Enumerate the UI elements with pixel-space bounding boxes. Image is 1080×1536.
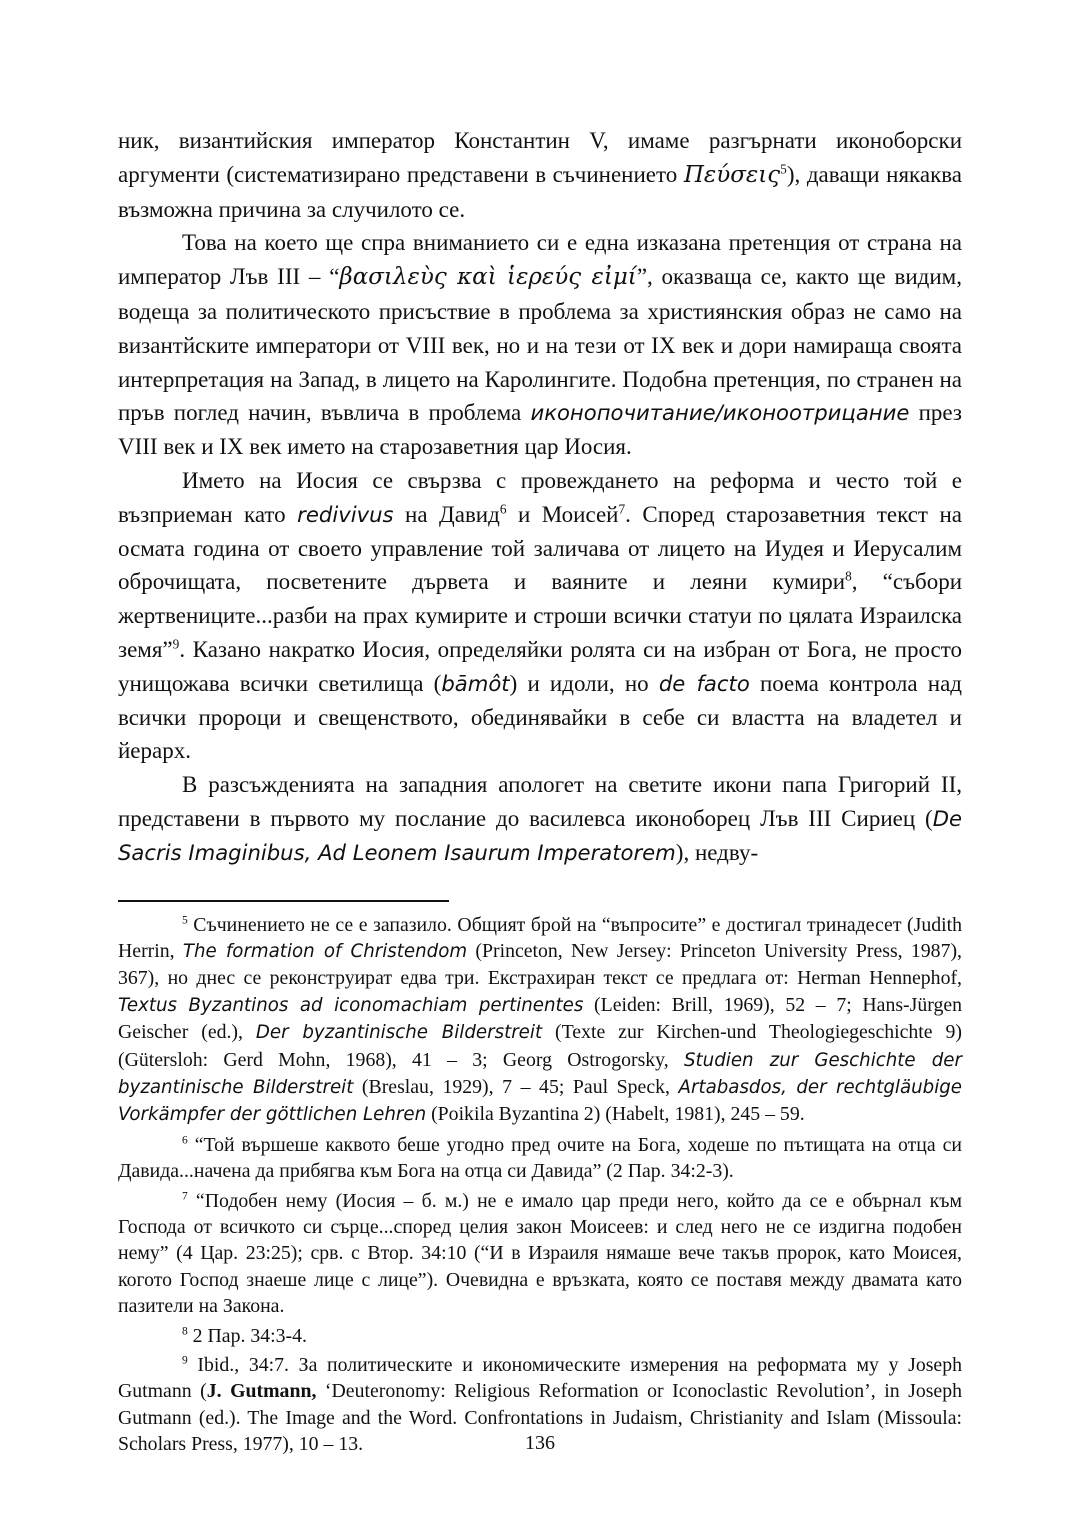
greek-quote: βασιλεὺς καὶ ἱερεύς εἰμί <box>339 264 637 291</box>
text-run: Ibid., 34:7. За политическите и икономическите измерения на реформата му у Joseph Gutmann ( <box>118 1354 962 1403</box>
footnote-ref-6: 6 <box>499 501 507 517</box>
footnote-number: 6 <box>182 1134 188 1147</box>
footnote-separator <box>118 900 449 902</box>
footnote-ref-9: 9 <box>172 636 180 652</box>
footnote-7 <box>118 1188 962 1320</box>
text-run: Това на което ще спра вниманието си е една изказана претенция от страна на император Лъв III – “ <box>118 230 962 290</box>
paragraph-4 <box>118 768 962 869</box>
text-run: “Подобен нему (Иосия – б. м.) не е имало цар преди него, който да се е обърнал към Господа от всичкото си сърце...според целия закон Моисеев: и след него не се издигна подобен нему” (4 Цар. 23:25); срв. с Втор. 34:10 (“И в Израиля нямаше вече такъв пророк, като Моисея, когото Господ знаеше лице с лице”). Очевидна е връзката, която се поставя между двамата като пазители на Закона. <box>118 1189 962 1318</box>
footnote-8 <box>118 1323 962 1349</box>
italic-title: Der byzantinische Bilderstreit <box>255 1022 543 1044</box>
italic-term: иконопочитание/иконоотрицание <box>530 400 910 426</box>
italic-title: Studien zur Geschichte der byzantinische Bilderstreit <box>118 1049 962 1098</box>
footnote-number: 7 <box>182 1190 188 1202</box>
page-content <box>118 124 962 1461</box>
text-run: ), даващи някаква възможна причина за случилото се. <box>118 161 963 222</box>
italic-title: Textus Byzantinos ad iconomachiam pertinentes <box>118 994 584 1016</box>
footnote-ref-5: 5 <box>780 161 787 177</box>
text-run: на Давид <box>393 501 500 527</box>
greek-term: Πεύσεις <box>683 161 781 188</box>
italic-term: bāmôt <box>441 670 510 696</box>
text-run: (Breslau, 1929), 7 – 45; Paul Speck, <box>353 1075 679 1098</box>
footnote-number: 9 <box>182 1354 188 1367</box>
text-run: Съчинението не се е запазило. Общият брой на “въпросите” е достигал тринадесет (Judith Herrin, <box>118 913 962 962</box>
text-run: . Според старозаветния текст на осмата година от своето управление той заличава от лицето на Иудея и Иерусалим оброчищата, посветените дървета и ваяните и леяни кумири <box>118 501 962 595</box>
bold-author: J. Gutmann, <box>206 1380 317 1403</box>
text-run: поема контрола над всички пророци и свещенството, обединявайки в себе си властта на владетел и йерарх. <box>118 670 962 764</box>
italic-title: De Sacris Imaginibus, Ad Leonem Isaurum Imperatorem <box>118 805 962 865</box>
text-run: . Казано накратко Иосия, определяйки ролята си на избран от Бога, не просто унищожава всички светилища ( <box>118 636 962 696</box>
italic-term: de facto <box>658 670 750 696</box>
text-run: и Моисей <box>506 501 619 527</box>
footnote-ref-7: 7 <box>618 501 626 517</box>
italic-title: The formation of Christendom <box>182 940 468 962</box>
text-run: (Poikila Byzantina 2) (Habelt, 1981), 245 – 59. <box>426 1103 805 1126</box>
footnote-number: 5 <box>182 913 188 926</box>
text-run: ), недву- <box>675 839 759 865</box>
text-run: “Той вършеше каквото беше угодно пред очите на Бога, ходеше по пътищата на отца си Давида...начена да прибягва към Бога на отца си Давида” (2 Пар. 34:2-3). <box>118 1133 962 1183</box>
text-run: Името на Иосия се свързва с провеждането на реформа и често той е възприеман като <box>118 467 962 527</box>
text-run: (Princeton, New Jersey: Princeton University Press, 1987), 367), но днес се реконструират едва три. Екстрахиран текст се предлага от: Herman Hennephof, <box>118 939 962 990</box>
text-run: (Texte zur Kirchen-und Theologiegeschichte 9) (Gütersloh: Gerd Mohn, 1968), 41 – 3; Georg Ostrogorsky, <box>118 1021 962 1071</box>
footnote-number: 8 <box>182 1325 188 1338</box>
italic-term: redivivus <box>297 501 394 527</box>
text-run: В разсъжденията на западния апологет на светите икони папа Григорий II, представени в първото му послание до василевса иконоборец Лъв III Сириец ( <box>118 772 962 831</box>
text-run: през VIII век и IX век името на старозаветния цар Иосия. <box>118 400 963 460</box>
footnote-ref-8: 8 <box>845 568 852 584</box>
text-run: (Leiden: Brill, 1969), 52 – 7; Hans-Jürgen Geischer (ed.), <box>118 993 963 1044</box>
footnote-5 <box>118 912 962 1129</box>
text-run: ”, оказваща се, както ще видим, водеща за политическото присъствие в проблема за християнския образ не само на византйските императори от VIII век, но и на тези от IX век и дори намираща своята интерпретация на Запад, в лицето на Каролингите. Подобна претенция, по странен на пръв поглед начин, въвлича в проблема <box>118 264 962 426</box>
paragraph-3 <box>118 464 962 768</box>
body-text <box>118 124 962 870</box>
footnote-6 <box>118 1132 962 1185</box>
text-run: ) и идоли, но <box>509 670 659 696</box>
text-run: ‘Deuteronomy: Religious Reformation or Iconoclastic Revolution’, in Joseph Gutmann (ed.). The Image and the Word. Confrontations in Judaism, Christianity and Islam (Missoula: Scholars Press, 1977), 10 – 13. <box>118 1380 962 1456</box>
paragraph-2 <box>118 226 962 464</box>
text-run: 2 Пар. 34:3-4. <box>187 1324 307 1347</box>
paragraph-1 <box>118 124 962 226</box>
italic-title: Artabasdos, der rechtgläubige Vorkämpfer der göttlichen Lehren <box>118 1076 963 1126</box>
text-run: ник, византийския император Константин V, имаме разгърнати иконоборски аргументи (систематизирано представени в съчинението <box>118 128 962 187</box>
footnotes <box>118 912 962 1458</box>
text-run: , “събори жертвениците...разби на прах кумирите и строши всички статуи по цялата Израилска земя” <box>118 569 963 662</box>
page-number: 136 <box>525 1432 555 1454</box>
